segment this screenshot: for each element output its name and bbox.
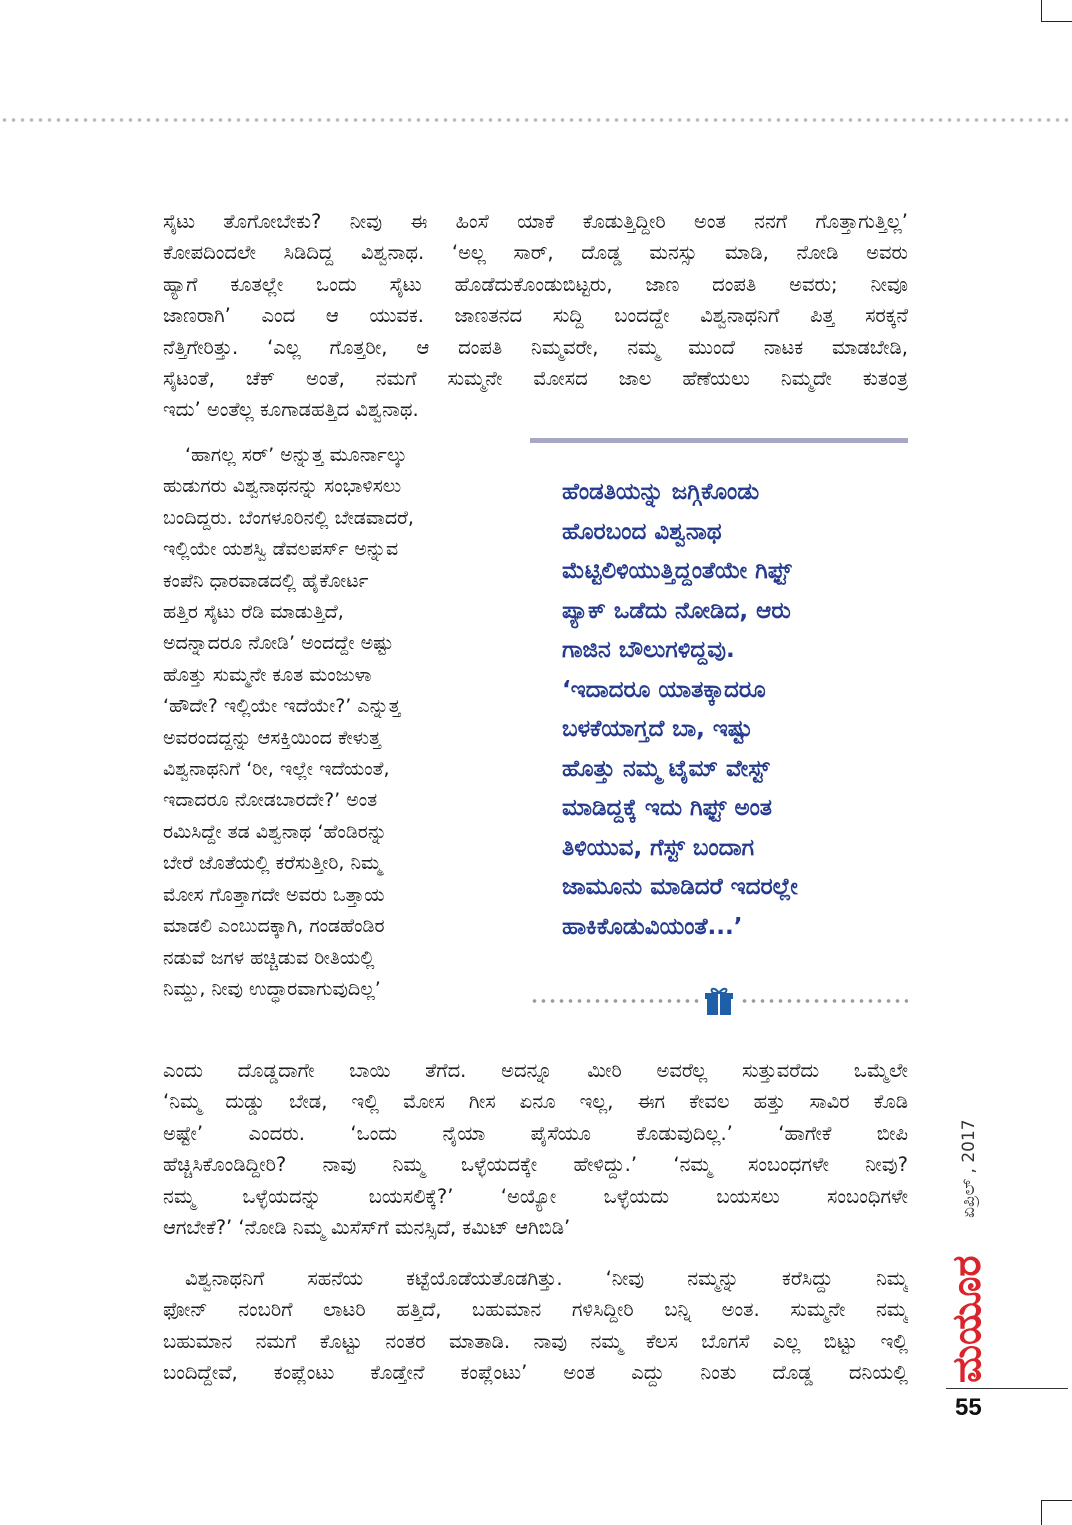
crop-mark-top-right <box>1041 0 1042 22</box>
text-line: ಫೋನ್ ನಂಬರಿಗೆ ಲಾಟರಿ ಹತ್ತಿದೆ, ಬಹುಮಾನ ಗಳಿಸಿದ್ದೀರಿ ಬನ್ನಿ ಅಂತ. ಸುಮ್ಮನೇ ನಮ್ಮ <box>163 1298 908 1322</box>
pullquote-line: ಹೊರಬಂದ ವಿಶ್ವನಾಥ <box>562 518 722 545</box>
text-line: ಅದನ್ನಾದರೂ ನೋಡಿ’ ಅಂದದ್ದೇ ಅಷ್ಟು <box>163 632 394 655</box>
magazine-sidebar <box>922 1050 992 1390</box>
pullquote-line: ಮಾಡಿದ್ದಕ್ಕೆ ಇದು ಗಿಫ್ಟ್ ಅಂತ <box>562 795 772 821</box>
text-line: ಇಲ್ಲಿಯೇ ಯಶಸ್ವಿ ಡೆವಲಪರ್ಸ್ ಅನ್ನುವ <box>163 538 399 561</box>
text-line: ಅಷ್ಟೇ’ ಎಂದರು. ‘ಒಂದು ನೈಯಾ ಪೈಸೆಯೂ ಕೊಡುವುದಿಲ್ಲ.’ ‘ಹಾಗೇಕೆ ಬೀಪಿ <box>163 1121 908 1145</box>
pullquote-line: ಹೆಂಡತಿಯನ್ನು ಜಗ್ಗಿಕೊಂಡು <box>562 479 760 505</box>
pullquote <box>562 473 907 947</box>
text-line: ಇದು’ ಅಂತೆಲ್ಲ ಕೂಗಾಡಹತ್ತಿದ ವಿಶ್ವನಾಥ. <box>163 398 419 422</box>
text-line: ನೆತ್ತಿಗೇರಿತ್ತು. ‘ಎಲ್ಲ ಗೊತ್ತರೀ, ಆ ದಂಪತಿ ನಿಮ್ಮವರೇ, ನಮ್ಮ ಮುಂದೆ ನಾಟಕ ಮಾಡಬೇಡಿ, <box>163 335 908 359</box>
text-line: ಹತ್ತಿರ ಸೈಟು ರೆಡಿ ಮಾಡುತ್ತಿದೆ, <box>163 601 344 624</box>
pullquote-dotted-rule-left <box>530 998 700 1004</box>
text-line: ‘ಹಾಗಲ್ಲ ಸರ್’ ಅನ್ನುತ್ತ ಮೂರ್ನಾಲ್ಕು <box>185 444 408 466</box>
text-line: ಸೈಟು ತೊಗೋಬೇಕು? ನೀವು ಈ ಹಿಂಸೆ ಯಾಕೆ ಕೊಡುತ್ತಿದ್ದೀರಿ ಅಂತ ನನಗೆ ಗೊತ್ತಾಗುತ್ತಿಲ್ಲ’ <box>163 210 908 233</box>
text-line: ಬಂದಿದ್ದೇವೆ, ಕಂಪ್ಲೆಂಟು ಕೊಡ್ತೇನೆ ಕಂಪ್ಲೆಂಟು’ ಅಂತ ಎದ್ದು ನಿಂತು ದೊಡ್ಡ ದನಿಯಲ್ಲಿ <box>163 1361 908 1385</box>
pullquote-line: ಜಾಮೂನು ಮಾಡಿದರೆ ಇದರಲ್ಲೇ <box>562 874 798 900</box>
text-line: ನಮ್ಮ ಒಳ್ಳೆಯದನ್ನು ಬಯಸಲಿಕ್ಕೆ?’ ‘ಅಯ್ಯೋ ಒಳ್ಳೆಯದು ಬಯಸಲು ಸಂಬಂಧಿಗಳೇ <box>163 1184 908 1208</box>
pullquote-line: ‘ಇದಾದರೂ ಯಾತಕ್ಕಾದರೂ <box>562 676 766 703</box>
pullquote-line: ಬಳಕೆಯಾಗ್ತದೆ ಬಾ, ಇಷ್ಟು <box>562 716 753 742</box>
text-line: ಹ್ಯಾಗೆ ಕೂತಲ್ಲೇ ಒಂದು ಸೈಟು ಹೊಡೆದುಕೊಂಡುಬಿಟ್ಟರು, ಜಾಣ ದಂಪತಿ ಅವರು; ನೀವೂ <box>163 272 908 296</box>
gift-icon <box>704 986 734 1016</box>
pullquote-line: ಹೊತ್ತು ನಮ್ಮ ಟೈಮ್ ವೇಸ್ಟ್ <box>562 755 770 782</box>
magazine-name: ಮಯೂರ <box>944 1255 990 1383</box>
pullquote-line: ಮೆಟ್ಟಿಲಿಳಿಯುತ್ತಿದ್ದಂತೆಯೇ ಗಿಫ್ಟ್ <box>562 558 792 584</box>
article-text-left-column <box>163 440 498 1005</box>
text-line: ‘ಹೌದೇ? ಇಲ್ಲಿಯೇ ಇದೆಯೇ?’ ಎನ್ನುತ್ತ <box>163 695 401 718</box>
text-line: ಮಾಡಲಿ ಎಂಬುದಕ್ಕಾಗಿ, ಗಂಡಹೆಂಡಿರ <box>163 915 385 938</box>
text-line: ಇದಾದರೂ ನೋಡಬಾರದೇ?’ ಅಂತ <box>163 789 378 812</box>
text-line: ಬೇರೆ ಜೊತೆಯಲ್ಲಿ ಕರೆಸುತ್ತೀರಿ, ನಿಮ್ಮ <box>163 852 382 875</box>
article-text-top <box>163 206 908 426</box>
article-text-final-paragraph <box>163 1263 908 1389</box>
folio-rule <box>946 1388 1068 1389</box>
text-line: ನಿಮ್ದು, ನೀವು ಉದ್ಧಾರವಾಗುವುದಿಲ್ಲ’ <box>163 977 381 1000</box>
text-line: ಅವರಂದದ್ದನ್ನು ಆಸಕ್ತಿಯಿಂದ ಕೇಳುತ್ತ <box>163 726 381 749</box>
pullquote-line: ಪ್ಯಾಕ್ ಒಡೆದು ನೋಡಿದ, ಆರು <box>562 597 791 624</box>
text-line: ಹೆಚ್ಚಿಸಿಕೊಂಡಿದ್ದೀರಿ? ನಾವು ನಿಮ್ಮ ಒಳ್ಳೆಯದಕ್ಕೇ ಹೇಳಿದ್ದು.’ ‘ನಮ್ಮ ಸಂಬಂಧಗಳೇ ನೀವು? <box>163 1153 908 1177</box>
text-line: ಬಹುಮಾನ ನಮಗೆ ಕೊಟ್ಟು ನಂತರ ಮಾತಾಡಿ. ನಾವು ನಮ್ಮ ಕೆಲಸ ಬೊಗಸೆ ಎಲ್ಲ ಬಿಟ್ಟು ಇಲ್ಲಿ <box>163 1329 908 1353</box>
header-dotted-rule <box>0 117 1072 123</box>
pullquote-line: ತಿಳಿಯುವ, ಗೆಸ್ಟ್ ಬಂದಾಗ <box>562 834 755 861</box>
pullquote-dotted-rule-right <box>740 998 908 1004</box>
crop-mark-bottom-right <box>1041 1500 1042 1525</box>
text-line: ಎಂದು ದೊಡ್ಡದಾಗೇ ಬಾಯಿ ತೆಗೆದ. ಅದನ್ನೂ ಮೀರಿ ಅವರೆಲ್ಲ ಸುತ್ತುವರೆದು ಒಮ್ಮೆಲೇ <box>163 1059 908 1082</box>
text-line: ಆಗಬೇಕೆ?’ ‘ನೋಡಿ ನಿಮ್ಮ ಮಿಸೆಸ್‌ಗೆ ಮನಸ್ಸಿದೆ, ಕಮಿಟ್ ಆಗಿಬಿಡಿ’ <box>163 1216 571 1240</box>
text-line: ಜಾಣರಾಗಿ’ ಎಂದ ಆ ಯುವಕ. ಜಾಣತನದ ಸುದ್ದಿ ಬಂದದ್ದೇ ವಿಶ್ವನಾಥನಿಗೆ ಪಿತ್ತ ಸರಕ್ಕನೆ <box>163 304 908 328</box>
page-number: 55 <box>955 1394 982 1421</box>
text-line: ಮೋಸ ಗೊತ್ತಾಗದೇ ಅವರು ಒತ್ತಾಯ <box>163 883 385 906</box>
text-line: ವಿಶ್ವನಾಥನಿಗೆ ಸಹನೆಯ ಕಟ್ಟೆಯೊಡೆಯತೊಡಗಿತ್ತು. ‘ನೀವು ನಮ್ಮನ್ನು ಕರೆಸಿದ್ದು ನಿಮ್ಮ <box>185 1267 908 1290</box>
text-line: ಹೊತ್ತು ಸುಮ್ಮನೇ ಕೂತ ಮಂಜುಳಾ <box>163 663 372 686</box>
crop-mark-bottom-right-h <box>1041 1500 1072 1501</box>
text-line: ಕೋಪದಿಂದಲೇ ಸಿಡಿದಿದ್ದ ವಿಶ್ವನಾಥ. ‘ಅಲ್ಲ ಸಾರ್, ದೊಡ್ಡ ಮನಸ್ಸು ಮಾಡಿ, ನೋಡಿ ಅವರು <box>163 241 908 265</box>
text-line: ವಿಶ್ವನಾಥನಿಗೆ ‘ರೀ, ಇಲ್ಲೇ ಇದೆಯಂತೆ, <box>163 758 390 781</box>
text-line: ಕಂಪೆನಿ ಧಾರವಾಡದಲ್ಲಿ ಹೈಕೋರ್ಟ <box>163 569 369 592</box>
pullquote-line: ಗಾಜಿನ ಬೌಲುಗಳಿದ್ದವು. <box>562 637 735 663</box>
text-line: ಸೈಟಂತೆ, ಚೆಕ್ ಅಂತೆ, ನಮಗೆ ಸುಮ್ಮನೇ ಮೋಸದ ಜಾಲ ಹೆಣೆಯಲು ನಿಮ್ಮದೇ ಕುತಂತ್ರ <box>163 367 908 391</box>
text-line: ‘ನಿಮ್ಮ ದುಡ್ಡು ಬೇಡ, ಇಲ್ಲಿ ಮೋಸ ಗೀಸ ಏನೂ ಇಲ್ಲ, ಈಗ ಕೇವಲ ಹತ್ತು ಸಾವಿರ ಕೊಡಿ <box>163 1090 908 1114</box>
crop-mark-top-right-h <box>1041 21 1072 22</box>
pullquote-top-rule <box>530 438 908 443</box>
text-line: ಬಂದಿದ್ದರು. ಬೆಂಗಳೂರಿನಲ್ಲಿ ಬೇಡವಾದರೆ, <box>163 506 414 529</box>
text-line: ಹುಡುಗರು ವಿಶ್ವನಾಥನನ್ನು ಸಂಭಾಳಿಸಲು <box>163 475 402 498</box>
issue-date: ಏಪ್ರಿಲ್ , 2017 <box>959 1119 979 1218</box>
text-line: ನಡುವೆ ಜಗಳ ಹಚ್ಚಿಡುವ ರೀತಿಯಲ್ಲಿ <box>163 946 375 969</box>
article-text-bottom <box>163 1055 908 1243</box>
text-line: ರಮಿಸಿದ್ದೇ ತಡ ವಿಶ್ವನಾಥ ‘ಹೆಂಡಿರನ್ನು <box>163 820 388 843</box>
pullquote-line: ಹಾಕಿಕೊಡುವಿಯಂತೆ...’ <box>562 913 743 940</box>
